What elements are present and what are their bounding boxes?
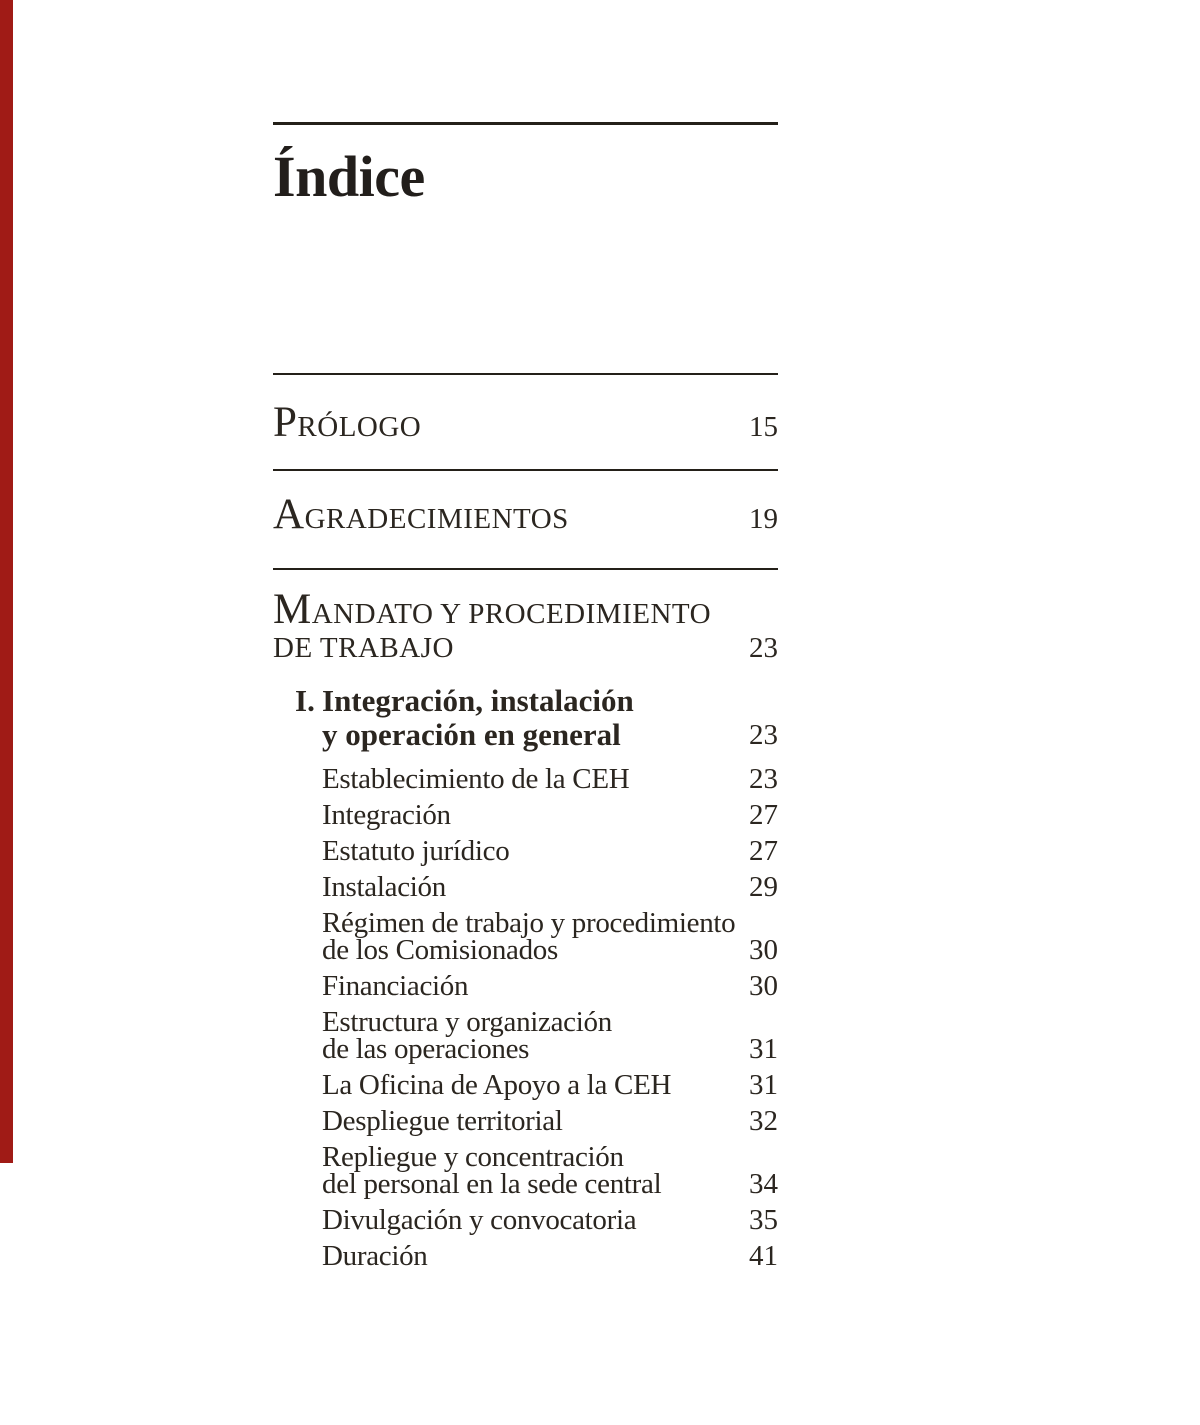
toc-chapter-line: Integración, instalación bbox=[322, 683, 634, 718]
toc-entry-label bbox=[273, 1204, 637, 1236]
toc-section-line: AGRADECIMIENTOS bbox=[273, 491, 569, 538]
toc-section-line: DE TRABAJO bbox=[273, 632, 454, 664]
toc-entry-label bbox=[273, 1069, 672, 1101]
toc-entry-page: 41 bbox=[749, 1240, 778, 1272]
toc-entry-line: Integración bbox=[322, 799, 451, 831]
toc-entry-page: 32 bbox=[749, 1105, 778, 1137]
divider bbox=[273, 373, 778, 375]
toc-entry-label bbox=[273, 871, 446, 903]
toc-entry-line: Financiación bbox=[322, 970, 469, 1002]
toc-section-page: 15 bbox=[749, 411, 778, 443]
toc-entry-page: 27 bbox=[749, 799, 778, 831]
toc-entries bbox=[273, 763, 778, 1272]
toc-entry bbox=[273, 871, 778, 903]
toc-entry bbox=[273, 1204, 778, 1236]
divider bbox=[273, 122, 778, 125]
toc-column bbox=[273, 0, 778, 1279]
toc-entry-page: 34 bbox=[749, 1168, 778, 1200]
toc-entry-line: Estatuto jurídico bbox=[322, 835, 510, 867]
toc-entry bbox=[273, 907, 778, 966]
toc-section bbox=[273, 491, 778, 538]
toc-entry-page: 27 bbox=[749, 835, 778, 867]
toc-entry-page: 29 bbox=[749, 871, 778, 903]
toc-entry-line: Duración bbox=[322, 1240, 428, 1272]
toc-entry-line: de las operaciones bbox=[322, 1033, 530, 1065]
toc-entry-line: Instalación bbox=[322, 871, 446, 903]
toc-section-label bbox=[273, 586, 712, 665]
toc-entry-page: 31 bbox=[749, 1069, 778, 1101]
toc-chapter-heading bbox=[273, 684, 778, 752]
toc-entry-line: Establecimiento de la CEH bbox=[322, 763, 630, 795]
toc-entry bbox=[273, 1141, 778, 1200]
toc-entry-line: Repliegue y concentración bbox=[322, 1141, 624, 1173]
toc-section bbox=[273, 586, 778, 665]
toc-entry-line: Despliegue territorial bbox=[322, 1105, 563, 1137]
toc-chapter-numeral: I. bbox=[295, 683, 315, 718]
toc-entry bbox=[273, 1006, 778, 1065]
toc-entry-page: 31 bbox=[749, 1033, 778, 1065]
toc-entry-line: del personal en la sede central bbox=[322, 1168, 662, 1200]
toc-section-page: 23 bbox=[749, 632, 778, 664]
page-title: Índice bbox=[273, 144, 425, 209]
divider bbox=[273, 568, 778, 570]
toc-entry bbox=[273, 799, 778, 831]
page-accent-bar bbox=[0, 0, 13, 1163]
toc-entry-page: 35 bbox=[749, 1204, 778, 1236]
toc-entry bbox=[273, 763, 778, 795]
toc-entry-label bbox=[273, 1006, 612, 1065]
toc-entry bbox=[273, 835, 778, 867]
toc-entry-line: Régimen de trabajo y procedimiento bbox=[322, 907, 736, 939]
divider bbox=[273, 469, 778, 471]
toc-section bbox=[273, 399, 778, 446]
toc-section-line: PRÓLOGO bbox=[273, 399, 422, 446]
toc-section-label bbox=[273, 399, 422, 446]
toc-entry-page: 30 bbox=[749, 934, 778, 966]
toc-entry-line: Divulgación y convocatoria bbox=[322, 1204, 637, 1236]
toc-section-page: 19 bbox=[749, 503, 778, 535]
toc-entry bbox=[273, 1240, 778, 1272]
toc-entry bbox=[273, 1105, 778, 1137]
toc-entry-label bbox=[273, 799, 451, 831]
toc-chapter-page: 23 bbox=[749, 719, 778, 751]
toc-entry-line: La Oficina de Apoyo a la CEH bbox=[322, 1069, 672, 1101]
toc-entry-line: Estructura y organización bbox=[322, 1006, 612, 1038]
toc-chapter-title bbox=[273, 684, 634, 752]
toc-entry-label bbox=[273, 1141, 662, 1200]
toc-entry-page: 30 bbox=[749, 970, 778, 1002]
toc-entry bbox=[273, 1069, 778, 1101]
toc-chapter-line: y operación en general bbox=[322, 717, 621, 752]
toc-entry-label bbox=[273, 1105, 563, 1137]
toc-entry-label bbox=[273, 835, 510, 867]
toc-entry-label bbox=[273, 763, 630, 795]
toc-entry-label bbox=[273, 970, 469, 1002]
toc-entry-line: de los Comisionados bbox=[322, 934, 558, 966]
toc-entry-page: 23 bbox=[749, 763, 778, 795]
toc-section-label bbox=[273, 491, 569, 538]
toc-section-line: MANDATO Y PROCEDIMIENTO bbox=[273, 586, 712, 633]
toc-entry bbox=[273, 970, 778, 1002]
toc-entry-label bbox=[273, 907, 736, 966]
toc-entry-label bbox=[273, 1240, 428, 1272]
